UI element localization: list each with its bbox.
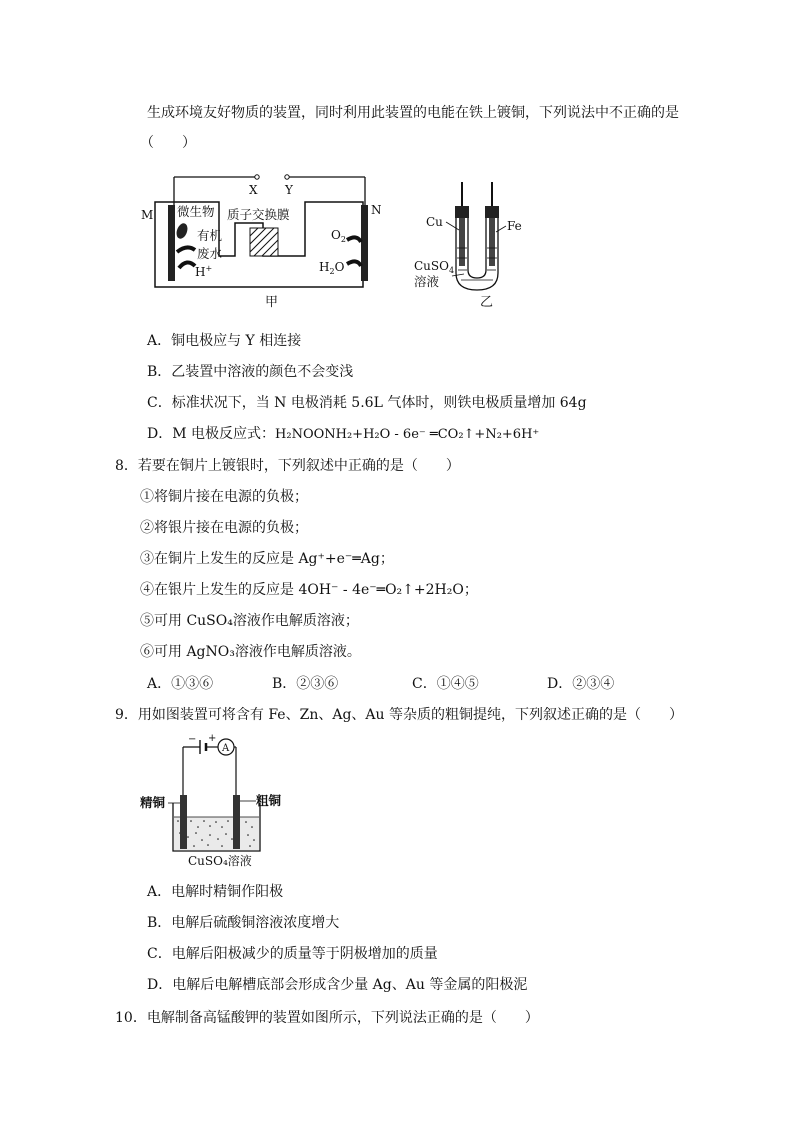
q7-option-d-prefix: D．M 电极反应式： — [147, 426, 276, 442]
label-cuso4-solution: CuSO₄溶液 — [188, 854, 252, 868]
electrode-M — [168, 205, 175, 281]
label-H-plus: H+ — [195, 264, 213, 279]
pure-copper-electrode — [180, 795, 187, 849]
label-CuSO4: CuSO$_4$ — [414, 259, 455, 275]
label-M: M — [141, 208, 154, 222]
q8-choice-d: D．②③④ — [547, 676, 615, 692]
q9-option-d: D．电解后电解槽底部会形成含少量 Ag、Au 等金属的阳极泥 — [147, 977, 528, 993]
label-pure-copper: 精铜 — [140, 795, 166, 810]
crude-copper-electrode — [233, 795, 240, 849]
q7-answer-paren: （ ） — [140, 135, 196, 151]
label-yi-solution: 溶液 — [414, 274, 440, 289]
label-microbe: 微生物 — [177, 204, 215, 219]
q8-item-2: ②将银片接在电源的负极； — [140, 520, 308, 536]
q9-option-a: A．电解时精铜作阳极 — [147, 884, 284, 900]
svg-text:−: − — [188, 734, 197, 745]
svg-text:+: + — [208, 733, 217, 744]
q9-stem: 9．用如图装置可将含有 Fe、Zn、Ag、Au 等杂质的粗铜提纯，下列叙述正确的是（ ） — [115, 707, 683, 723]
ammeter-label: A — [222, 743, 230, 754]
label-H2O: $H_2O$ — [319, 260, 345, 276]
label-membrane: 质子交换膜 — [227, 207, 290, 222]
label-O2: $O_2$ — [331, 228, 346, 244]
label-organic-1: 有机 — [197, 228, 223, 243]
label-X: X — [249, 183, 258, 197]
q7-option-d — [147, 425, 539, 444]
q7-option-a: A．铜电极应与 Y 相连接 — [147, 333, 302, 349]
q8-item-3: ③在铜片上发生的反应是 Ag⁺+e⁻═Ag； — [140, 551, 394, 567]
q8-item-4: ④在银片上发生的反应是 4OH⁻ - 4e⁻═O₂↑+2H₂O； — [140, 582, 478, 598]
q8-choice-a: A．①③⑥ — [147, 676, 214, 692]
q8-stem: 8．若要在铜片上镀银时，下列叙述中正确的是（ ） — [115, 458, 460, 474]
label-Cu: Cu — [426, 215, 443, 229]
electrode-N — [361, 205, 368, 281]
label-Y: Y — [285, 183, 293, 197]
caption-jia: 甲 — [265, 295, 279, 310]
q8-item-6: ⑥可用 AgNO₃溶液作电解质溶液。 — [140, 644, 361, 660]
caption-yi: 乙 — [480, 295, 494, 310]
q8-choice-c: C．①④⑤ — [412, 676, 479, 692]
label-Fe: Fe — [507, 219, 522, 233]
q7-option-b: B．乙装置中溶液的颜色不会变浅 — [147, 364, 354, 380]
q7-intro: 生成环境友好物质的装置，同时利用此装置的电能在铁上镀铜，下列说法中不正确的是 — [147, 105, 679, 121]
q9-figure — [138, 733, 308, 873]
q8-item-5: ⑤可用 CuSO₄溶液作电解质溶液； — [140, 613, 359, 629]
label-N: N — [371, 203, 382, 217]
q7-figure-jia — [135, 172, 385, 312]
label-crude-copper: 粗铜 — [256, 793, 282, 808]
q7-figure-yi — [412, 178, 522, 313]
q8-item-1: ①将铜片接在电源的负极； — [140, 489, 308, 505]
q7-option-d-formula: H₂NOONH₂+H₂O - 6e⁻ ═CO₂↑+N₂+6H⁺ — [275, 427, 540, 442]
q9-option-c: C．电解后阳极减少的质量等于阴极增加的质量 — [147, 946, 438, 962]
q9-option-b: B．电解后硫酸铜溶液浓度增大 — [147, 915, 340, 931]
q10-stem: 10．电解制备高锰酸钾的装置如图所示，下列说法正确的是（ ） — [115, 1010, 539, 1026]
q8-choice-b: B．②③⑥ — [272, 676, 339, 692]
q7-option-c: C．标准状况下，当 N 电极消耗 5.6L 气体时，则铁电极质量增加 64g — [147, 395, 587, 411]
label-organic-2: 废水 — [197, 246, 223, 261]
